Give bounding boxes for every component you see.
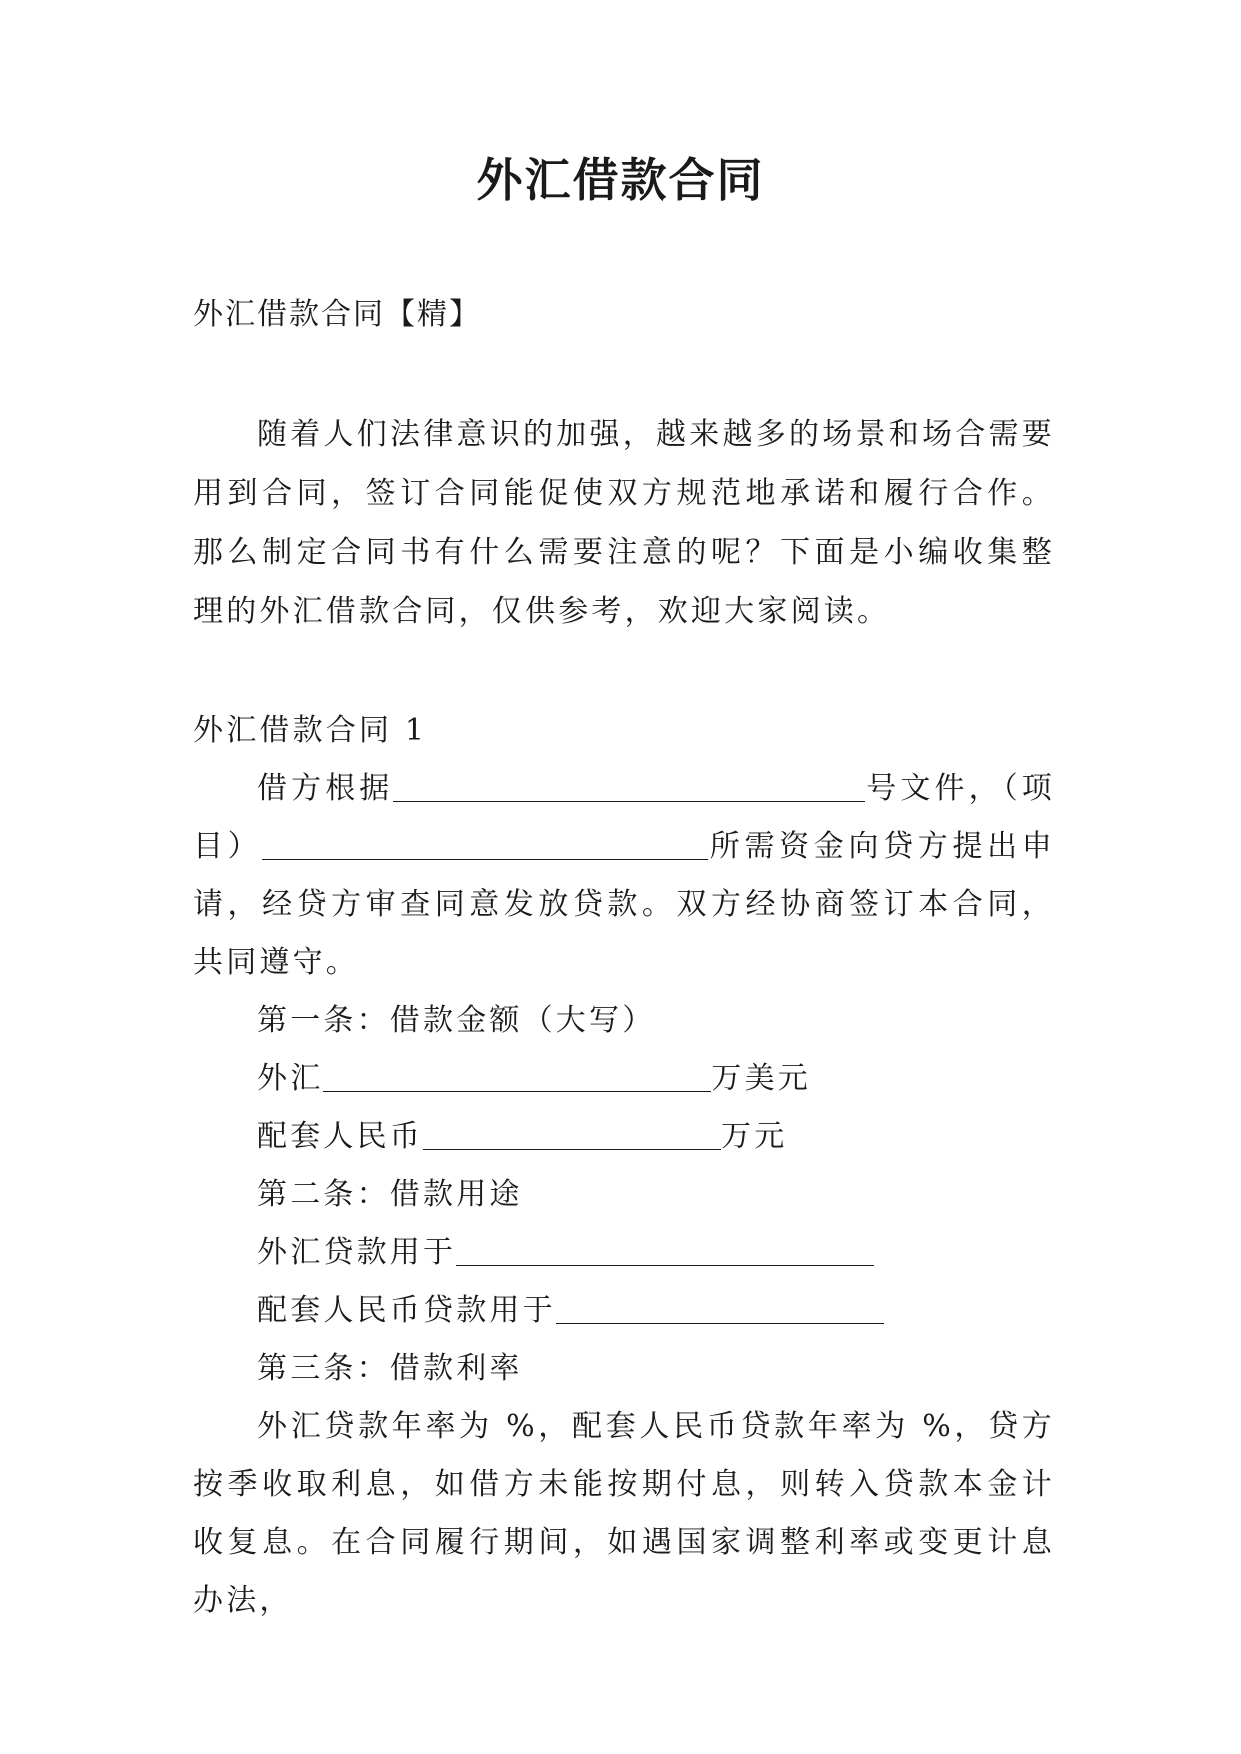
rmb-amount-blank[interactable]	[423, 1119, 721, 1150]
contract-heading: 外汇借款合同 1	[193, 713, 428, 748]
forex-unit: 万美元	[711, 1061, 812, 1096]
forex-label: 外汇	[257, 1061, 324, 1096]
document-number-blank[interactable]	[393, 771, 865, 802]
project-blank[interactable]	[262, 829, 708, 860]
rmb-label: 配套人民币	[257, 1119, 423, 1154]
rmb-unit: 万元	[721, 1119, 788, 1154]
preamble-end: 所需资金向贷方提出申请，经贷方审查同意发放贷款。双方经协商签订本合同，共同遵守。	[193, 829, 1056, 980]
document-subtitle: 外汇借款合同【精】	[193, 297, 481, 332]
interest-rate-paragraph: 外汇贷款年率为 %，配套人民币贷款年率为 %，贷方按季收取利息，如借方未能按期付息，则转入贷款本金计收复息。在合同履行期间，如遇国家调整利率或变更计息办法，	[193, 1409, 1055, 1618]
article-1-heading: 第一条：借款金额（大写）	[257, 1003, 656, 1038]
preamble-mid: 号文件，（项目）	[193, 771, 1055, 864]
forex-amount-line	[193, 1050, 1055, 1108]
forex-amount-blank[interactable]	[323, 1061, 711, 1092]
rmb-amount-line	[193, 1108, 1055, 1166]
forex-use-label: 外汇贷款用于	[257, 1235, 457, 1270]
rmb-use-blank[interactable]	[556, 1293, 884, 1324]
intro-paragraph: 随着人们法律意识的加强，越来越多的场景和场合需要用到合同，签订合同能促使双方规范地承诺和履行合作。那么制定合同书有什么需要注意的呢？下面是小编收集整理的外汇借款合同，仅供参考，欢迎大家阅读。	[193, 417, 1055, 629]
article-3-heading: 第三条：借款利率	[257, 1351, 523, 1386]
rmb-use-line	[193, 1282, 1055, 1340]
document-title: 外汇借款合同	[476, 153, 765, 207]
preamble-start: 借方根据	[257, 771, 394, 806]
contract-body	[193, 702, 1055, 1630]
forex-use-blank[interactable]	[456, 1235, 874, 1266]
article-2-heading: 第二条：借款用途	[257, 1177, 523, 1212]
forex-use-line	[193, 1224, 1055, 1282]
rmb-use-label: 配套人民币贷款用于	[257, 1293, 556, 1328]
contract-preamble	[193, 760, 1055, 992]
